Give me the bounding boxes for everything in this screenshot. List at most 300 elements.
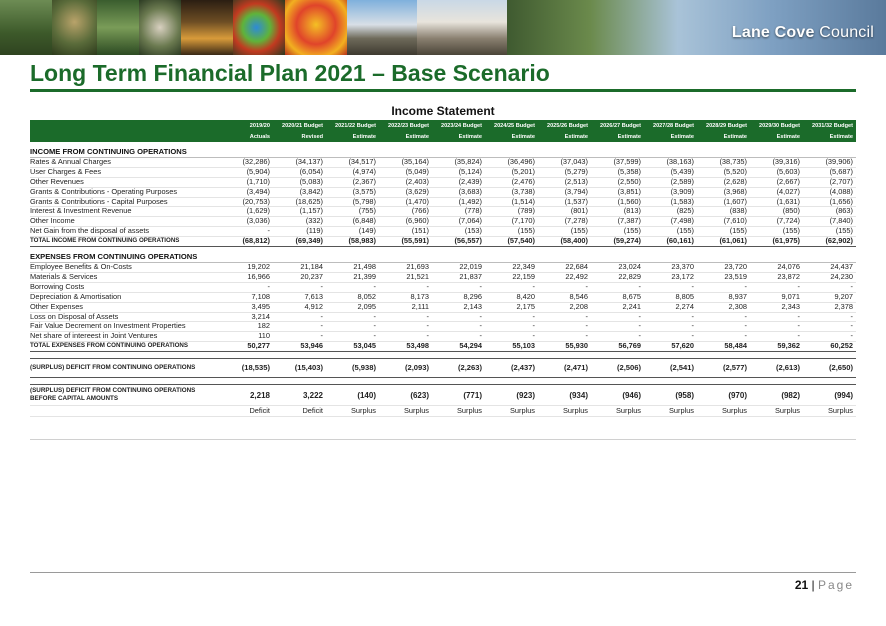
value-cell: (5,520) (697, 167, 750, 177)
value-cell: 2,175 (485, 302, 538, 312)
value-cell (538, 352, 591, 359)
value-cell: (69,349) (273, 237, 326, 247)
value-cell: Surplus (750, 406, 803, 417)
value-cell: 110 (220, 332, 273, 342)
value-cell: (5,687) (803, 167, 856, 177)
value-cell (750, 352, 803, 359)
value-cell (220, 378, 273, 385)
value-cell: (2,613) (750, 359, 803, 378)
value-cell: - (538, 332, 591, 342)
table-row (30, 282, 856, 292)
value-cell: 23,370 (644, 262, 697, 272)
value-cell (803, 352, 856, 359)
value-cell: (2,437) (485, 359, 538, 378)
value-cell: 19,202 (220, 262, 273, 272)
value-cell (697, 429, 750, 440)
type-header: Actuals (220, 131, 273, 142)
value-cell: (1,607) (697, 197, 750, 207)
value-cell: 53,045 (326, 342, 379, 352)
value-cell: - (750, 312, 803, 322)
table-row (30, 292, 856, 302)
value-cell: (1,537) (538, 197, 591, 207)
value-cell: (5,938) (326, 359, 379, 378)
value-cell: (155) (803, 227, 856, 237)
value-cell: 56,769 (591, 342, 644, 352)
value-cell: 60,252 (803, 342, 856, 352)
value-cell: (7,387) (591, 217, 644, 227)
value-cell (750, 429, 803, 440)
year-header: 2021/22 Budget (326, 120, 379, 131)
value-cell: (37,599) (591, 157, 644, 167)
value-cell: 8,937 (697, 292, 750, 302)
type-header: Revised (273, 131, 326, 142)
value-cell: (2,541) (644, 359, 697, 378)
value-cell (220, 352, 273, 359)
value-cell: (946) (591, 385, 644, 406)
value-cell: 4,912 (273, 302, 326, 312)
section-heading-expenses (30, 253, 856, 262)
value-cell: - (644, 332, 697, 342)
value-cell (379, 352, 432, 359)
value-cell (273, 148, 326, 157)
value-cell: (813) (591, 207, 644, 217)
value-cell: (155) (644, 227, 697, 237)
value-cell: (38,735) (697, 157, 750, 167)
value-cell: (58,983) (326, 237, 379, 247)
value-cell: (4,027) (750, 187, 803, 197)
value-cell (273, 378, 326, 385)
value-cell: (5,124) (432, 167, 485, 177)
value-cell: (60,161) (644, 237, 697, 247)
table-row (30, 322, 856, 332)
value-cell: Surplus (803, 406, 856, 417)
value-cell: (2,707) (803, 177, 856, 187)
value-cell (591, 148, 644, 157)
value-cell: (850) (750, 207, 803, 217)
table-row (30, 177, 856, 187)
value-cell: (155) (697, 227, 750, 237)
value-cell: (7,278) (538, 217, 591, 227)
value-cell: - (485, 332, 538, 342)
value-cell: 16,966 (220, 272, 273, 282)
value-cell: (2,550) (591, 177, 644, 187)
value-cell (538, 429, 591, 440)
value-cell: (7,724) (750, 217, 803, 227)
empty-row (30, 429, 856, 440)
table-row (30, 227, 856, 237)
value-cell: Surplus (538, 406, 591, 417)
value-cell (432, 429, 485, 440)
value-cell (220, 253, 273, 262)
value-cell: Surplus (432, 406, 485, 417)
row-label (30, 378, 220, 385)
value-cell (485, 378, 538, 385)
value-cell: 57,620 (644, 342, 697, 352)
footer-divider (30, 572, 856, 573)
row-label: TOTAL INCOME FROM CONTINUING OPERATIONS (30, 237, 220, 247)
value-cell: 8,296 (432, 292, 485, 302)
value-cell: 22,492 (538, 272, 591, 282)
section-heading-income (30, 148, 856, 157)
value-cell (538, 253, 591, 262)
value-cell (273, 429, 326, 440)
value-cell: - (697, 282, 750, 292)
surplus-deficit-status-row (30, 406, 856, 417)
value-cell: (39,906) (803, 157, 856, 167)
value-cell: (57,540) (485, 237, 538, 247)
value-cell: (6,960) (379, 217, 432, 227)
row-label: (SURPLUS) DEFICIT FROM CONTINUING OPERATIONS (30, 359, 220, 378)
row-label: Grants & Contributions - Operating Purposes (30, 187, 220, 197)
value-cell: 59,362 (750, 342, 803, 352)
value-cell: (7,840) (803, 217, 856, 227)
value-cell: 24,437 (803, 262, 856, 272)
sheet-title: Income Statement (391, 104, 495, 118)
value-cell (432, 148, 485, 157)
value-cell: (155) (485, 227, 538, 237)
value-cell: (934) (538, 385, 591, 406)
table-row (30, 167, 856, 177)
value-cell: (2,589) (644, 177, 697, 187)
value-cell: 2,343 (750, 302, 803, 312)
value-cell: 3,222 (273, 385, 326, 406)
lorikeet-photo (233, 0, 285, 55)
value-cell: (3,851) (591, 187, 644, 197)
row-label: (SURPLUS) DEFICIT FROM CONTINUING OPERATIONS BEFORE CAPITAL AMOUNTS (30, 385, 220, 406)
value-cell (644, 253, 697, 262)
value-cell: 2,111 (379, 302, 432, 312)
value-cell: 2,208 (538, 302, 591, 312)
value-cell: (155) (538, 227, 591, 237)
value-cell: Deficit (273, 406, 326, 417)
value-cell (273, 253, 326, 262)
value-cell (644, 148, 697, 157)
value-cell: - (697, 322, 750, 332)
value-cell: Surplus (697, 406, 750, 417)
value-cell: (2,367) (326, 177, 379, 187)
value-cell: - (432, 312, 485, 322)
table-row (30, 217, 856, 227)
value-cell: - (697, 332, 750, 342)
value-cell: 22,159 (485, 272, 538, 282)
value-cell: - (538, 282, 591, 292)
value-cell: - (273, 312, 326, 322)
value-cell: (7,498) (644, 217, 697, 227)
total-row-income (30, 237, 856, 247)
value-cell: (3,036) (220, 217, 273, 227)
value-cell: - (750, 282, 803, 292)
income-statement (30, 102, 856, 440)
garden-photo (52, 0, 97, 55)
value-cell: (923) (485, 385, 538, 406)
value-cell: (32,286) (220, 157, 273, 167)
value-cell: 55,930 (538, 342, 591, 352)
value-cell: 24,076 (750, 262, 803, 272)
value-cell (644, 352, 697, 359)
value-cell: (771) (432, 385, 485, 406)
value-cell: - (432, 332, 485, 342)
value-cell: (3,575) (326, 187, 379, 197)
value-cell: (3,629) (379, 187, 432, 197)
value-cell: 54,294 (432, 342, 485, 352)
value-cell: (7,064) (432, 217, 485, 227)
value-cell: 2,095 (326, 302, 379, 312)
value-cell: (56,557) (432, 237, 485, 247)
value-cell: - (326, 322, 379, 332)
value-cell: - (379, 282, 432, 292)
river-view-photo (507, 0, 886, 55)
value-cell: (34,517) (326, 157, 379, 167)
value-cell: (982) (750, 385, 803, 406)
value-cell: (2,650) (803, 359, 856, 378)
value-cell: - (538, 322, 591, 332)
value-cell: (825) (644, 207, 697, 217)
value-cell: (36,496) (485, 157, 538, 167)
year-header: 2025/26 Budget (538, 120, 591, 131)
value-cell: (1,710) (220, 177, 273, 187)
value-cell (432, 352, 485, 359)
value-cell (750, 148, 803, 157)
value-cell: (2,577) (697, 359, 750, 378)
value-cell: (35,164) (379, 157, 432, 167)
value-cell (803, 253, 856, 262)
row-label: Other Revenues (30, 177, 220, 187)
value-cell (803, 148, 856, 157)
row-label: Rates & Annual Charges (30, 157, 220, 167)
year-header: 2031/32 Budget (803, 120, 856, 131)
value-cell: (1,656) (803, 197, 856, 207)
value-cell: 21,837 (432, 272, 485, 282)
value-cell: 21,399 (326, 272, 379, 282)
year-header: 2023/24 Budget (432, 120, 485, 131)
value-cell: 7,108 (220, 292, 273, 302)
value-cell: 21,521 (379, 272, 432, 282)
value-cell: (623) (379, 385, 432, 406)
table-row (30, 302, 856, 312)
value-cell: 21,184 (273, 262, 326, 272)
year-header: 2024/25 Budget (485, 120, 538, 131)
table-row (30, 262, 856, 272)
value-cell: (5,049) (379, 167, 432, 177)
council-logo: Lane Cove Council (731, 24, 874, 41)
value-cell: (38,163) (644, 157, 697, 167)
value-cell: (1,631) (750, 197, 803, 207)
value-cell: - (697, 312, 750, 322)
value-cell: - (273, 282, 326, 292)
value-cell: 8,173 (379, 292, 432, 302)
type-header: Estimate (485, 131, 538, 142)
row-label: Employee Benefits & On-Costs (30, 262, 220, 272)
type-header: Estimate (432, 131, 485, 142)
value-cell: (18,625) (273, 197, 326, 207)
value-cell: Surplus (644, 406, 697, 417)
table-row (30, 197, 856, 207)
value-cell: (3,842) (273, 187, 326, 197)
page-title: Long Term Financial Plan 2021 – Base Scenario (30, 60, 550, 86)
value-cell (326, 148, 379, 157)
value-cell: (34,137) (273, 157, 326, 167)
value-cell: - (644, 282, 697, 292)
value-cell (326, 352, 379, 359)
value-cell: 8,805 (644, 292, 697, 302)
value-cell (485, 148, 538, 157)
value-cell (803, 429, 856, 440)
value-cell: (1,629) (220, 207, 273, 217)
value-cell: 182 (220, 322, 273, 332)
value-cell: (59,274) (591, 237, 644, 247)
value-cell (591, 429, 644, 440)
value-cell: - (326, 282, 379, 292)
row-label: Materials & Services (30, 272, 220, 282)
value-cell: (5,201) (485, 167, 538, 177)
value-cell: - (485, 282, 538, 292)
value-cell: 22,829 (591, 272, 644, 282)
value-cell (803, 378, 856, 385)
value-cell: (4,974) (326, 167, 379, 177)
type-header: Estimate (379, 131, 432, 142)
value-cell: 50,277 (220, 342, 273, 352)
value-cell: Surplus (379, 406, 432, 417)
value-cell (220, 429, 273, 440)
type-header: Estimate (697, 131, 750, 142)
row-label (30, 352, 220, 359)
value-cell: (6,848) (326, 217, 379, 227)
value-cell (538, 378, 591, 385)
value-cell: - (591, 332, 644, 342)
value-cell: - (273, 332, 326, 342)
heritage-building-photo (347, 0, 417, 55)
value-cell: (35,824) (432, 157, 485, 167)
value-cell: 58,484 (697, 342, 750, 352)
value-cell: (2,476) (485, 177, 538, 187)
value-cell: 21,693 (379, 262, 432, 272)
value-cell: (2,506) (591, 359, 644, 378)
row-label: Other Income (30, 217, 220, 227)
value-cell: (755) (326, 207, 379, 217)
value-cell: (6,054) (273, 167, 326, 177)
value-cell: Surplus (591, 406, 644, 417)
value-cell: 23,872 (750, 272, 803, 282)
night-lights-photo (181, 0, 233, 55)
year-header: 2027/28 Budget (644, 120, 697, 131)
value-cell (326, 378, 379, 385)
value-cell: 3,495 (220, 302, 273, 312)
value-cell: (155) (750, 227, 803, 237)
value-cell: - (803, 312, 856, 322)
value-cell: 8,675 (591, 292, 644, 302)
value-cell: (2,513) (538, 177, 591, 187)
value-cell: (3,968) (697, 187, 750, 197)
value-cell (485, 352, 538, 359)
value-cell: - (591, 282, 644, 292)
value-cell (273, 352, 326, 359)
value-cell (379, 378, 432, 385)
value-cell: (1,470) (379, 197, 432, 207)
value-cell: (3,738) (485, 187, 538, 197)
value-cell: (5,798) (326, 197, 379, 207)
value-cell: 7,613 (273, 292, 326, 302)
value-cell: (5,083) (273, 177, 326, 187)
value-cell: - (644, 312, 697, 322)
value-cell: - (591, 312, 644, 322)
type-header: Estimate (538, 131, 591, 142)
value-cell: (39,316) (750, 157, 803, 167)
row-label: User Charges & Fees (30, 167, 220, 177)
value-cell: (140) (326, 385, 379, 406)
year-header: 2029/30 Budget (750, 120, 803, 131)
row-label: INCOME FROM CONTINUING OPERATIONS (30, 148, 220, 157)
value-cell: (15,403) (273, 359, 326, 378)
value-cell: - (803, 322, 856, 332)
row-label: Interest & Investment Revenue (30, 207, 220, 217)
value-cell: (5,904) (220, 167, 273, 177)
value-cell: (5,439) (644, 167, 697, 177)
value-cell: - (803, 332, 856, 342)
value-cell: 23,172 (644, 272, 697, 282)
value-cell: 23,720 (697, 262, 750, 272)
row-label: Borrowing Costs (30, 282, 220, 292)
value-cell: 8,052 (326, 292, 379, 302)
row-label: TOTAL EXPENSES FROM CONTINUING OPERATIONS (30, 342, 220, 352)
value-cell: 2,241 (591, 302, 644, 312)
value-cell (379, 253, 432, 262)
value-cell: (3,794) (538, 187, 591, 197)
row-label: Net share of intereest in Joint Ventures (30, 332, 220, 342)
row-label (30, 406, 220, 417)
value-cell: (5,603) (750, 167, 803, 177)
value-cell: (149) (326, 227, 379, 237)
value-cell: (7,170) (485, 217, 538, 227)
value-cell: (3,494) (220, 187, 273, 197)
year-header-row (30, 120, 856, 131)
value-cell: (1,514) (485, 197, 538, 207)
value-cell: 9,071 (750, 292, 803, 302)
value-cell: - (591, 322, 644, 332)
value-cell: - (432, 282, 485, 292)
value-cell (220, 148, 273, 157)
table-row (30, 272, 856, 282)
value-cell: (20,753) (220, 197, 273, 207)
value-cell: - (326, 312, 379, 322)
value-cell: 22,349 (485, 262, 538, 272)
value-cell: 2,218 (220, 385, 273, 406)
value-cell: (766) (379, 207, 432, 217)
value-cell (591, 253, 644, 262)
value-cell: - (379, 332, 432, 342)
value-cell: (789) (485, 207, 538, 217)
value-cell: (863) (803, 207, 856, 217)
value-cell: (155) (591, 227, 644, 237)
total-row-expenses (30, 342, 856, 352)
value-cell: - (220, 227, 273, 237)
table-row (30, 187, 856, 197)
value-cell: (3,909) (644, 187, 697, 197)
value-cell: (1,583) (644, 197, 697, 207)
value-cell (697, 378, 750, 385)
value-cell (379, 429, 432, 440)
value-cell: 23,024 (591, 262, 644, 272)
value-cell: (151) (379, 227, 432, 237)
value-cell: (994) (803, 385, 856, 406)
row-label (30, 429, 220, 440)
value-cell: (2,667) (750, 177, 803, 187)
value-cell: - (644, 322, 697, 332)
value-cell (432, 253, 485, 262)
value-cell: (838) (697, 207, 750, 217)
value-cell (485, 253, 538, 262)
row-label: Net Gain from the disposal of assets (30, 227, 220, 237)
value-cell: (2,263) (432, 359, 485, 378)
